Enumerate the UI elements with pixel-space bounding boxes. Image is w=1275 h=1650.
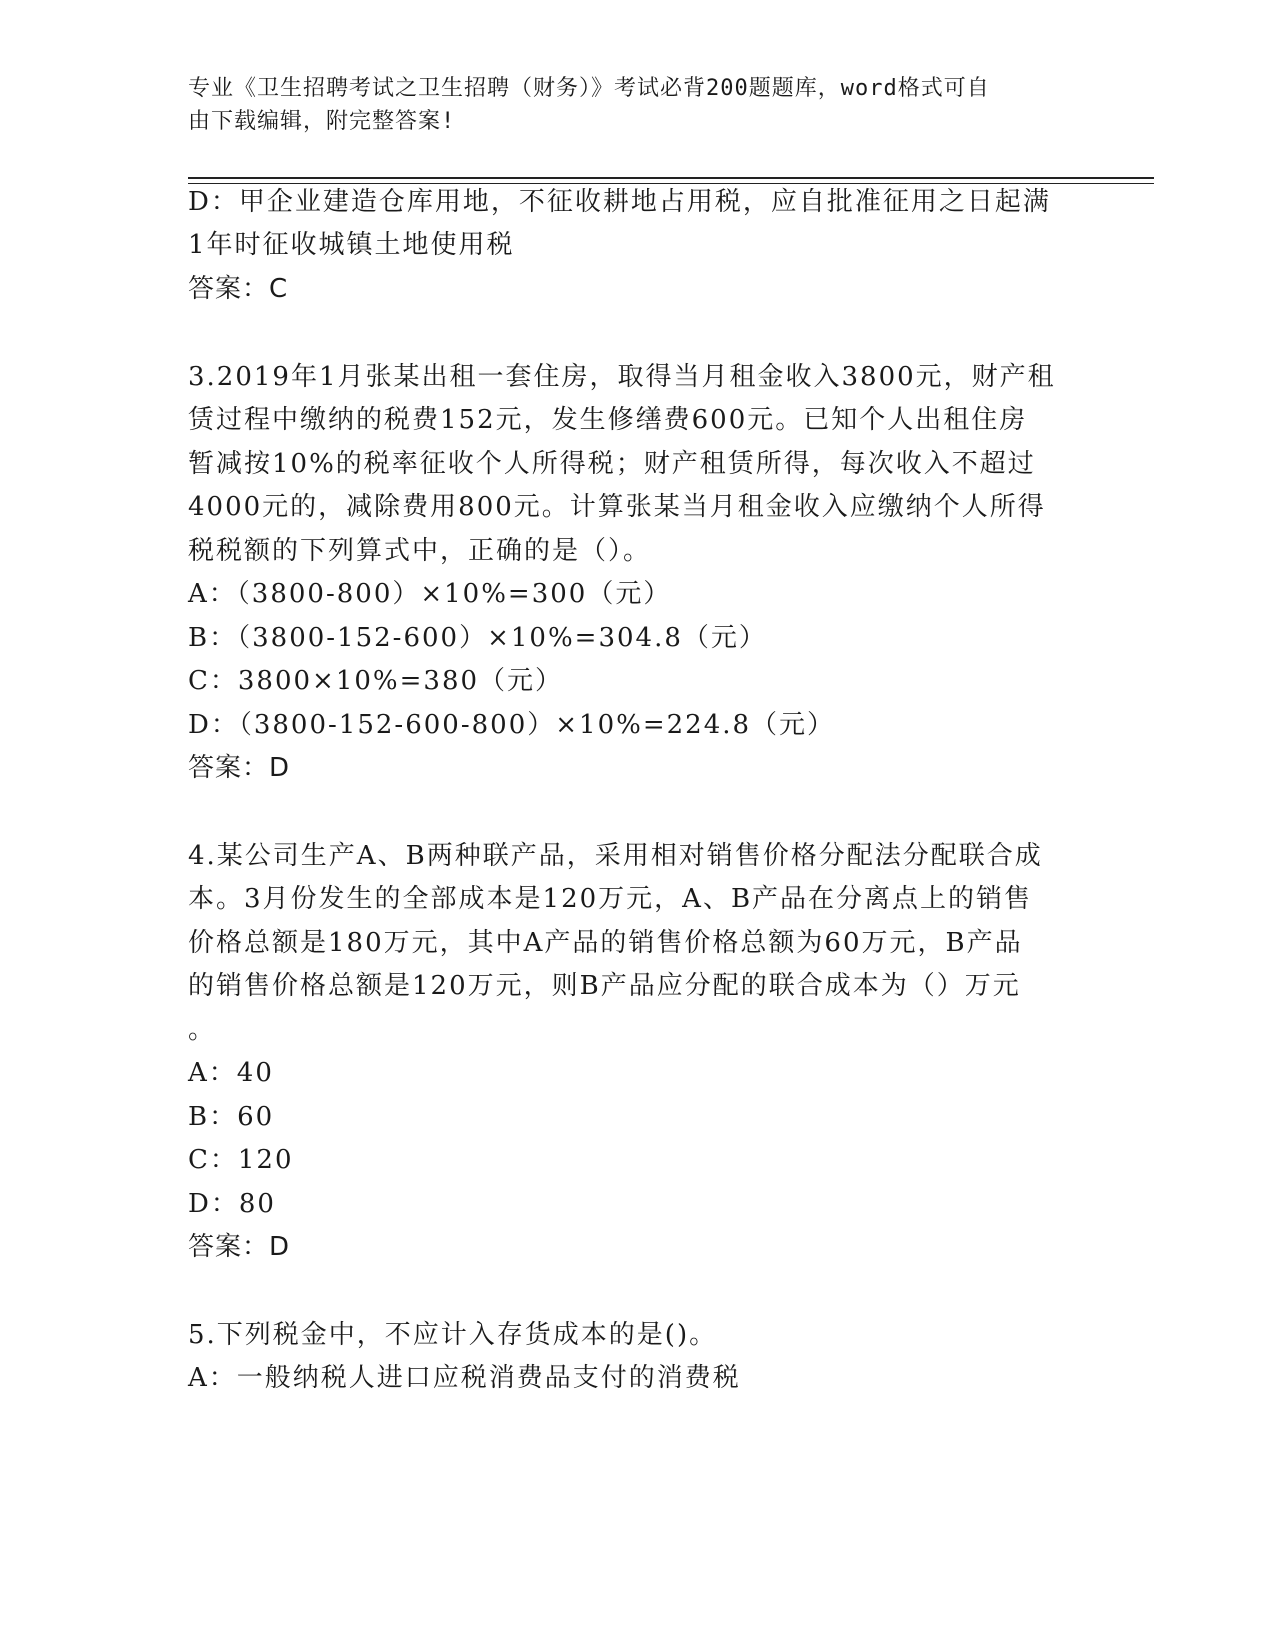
q5-stem-line-1: 5.下列税金中，不应计入存货成本的是()。 bbox=[188, 1320, 718, 1350]
q2-option-d-line-1: D：甲企业建造仓库用地，不征收耕地占用税，应自批准征用之日起满 bbox=[188, 187, 1051, 217]
q3-stem-line-4: 4000元的，减除费用800元。计算张某当月租金收入应缴纳个人所得 bbox=[188, 492, 1046, 522]
q3-option-a: A：（3800-800）×10%=300（元） bbox=[188, 579, 672, 609]
q2-answer: 答案：C bbox=[188, 274, 289, 304]
q4-option-b: B：60 bbox=[188, 1102, 275, 1132]
header-divider-thin bbox=[188, 183, 1154, 184]
header-line-1: 专业《卫生招聘考试之卫生招聘（财务）》考试必背200题题库，word格式可自 bbox=[188, 76, 990, 101]
q3-stem-line-2: 赁过程中缴纳的税费152元，发生修缮费600元。已知个人出租住房 bbox=[188, 405, 1028, 435]
q4-stem-line-5: 。 bbox=[188, 1015, 217, 1045]
q4-option-c: C：120 bbox=[188, 1145, 294, 1175]
q2-option-d-line-2: 1年时征收城镇土地使用税 bbox=[188, 230, 515, 260]
q5-option-a: A：一般纳税人进口应税消费品支付的消费税 bbox=[188, 1363, 741, 1393]
header-line-2: 由下载编辑，附完整答案! bbox=[188, 109, 456, 134]
q3-option-d: D：（3800-152-600-800）×10%=224.8（元） bbox=[188, 710, 836, 740]
q3-answer: 答案：D bbox=[188, 753, 291, 783]
q4-stem-line-2: 本。3月份发生的全部成本是120万元，A、B产品在分离点上的销售 bbox=[188, 884, 1033, 914]
q3-option-b: B：（3800-152-600）×10%=304.8（元） bbox=[188, 623, 767, 653]
header-divider-thick bbox=[188, 177, 1154, 179]
q4-stem-line-1: 4.某公司生产A、B两种联产品，采用相对销售价格分配法分配联合成 bbox=[188, 841, 1043, 871]
q3-stem-line-3: 暂减按10%的税率征收个人所得税；财产租赁所得，每次收入不超过 bbox=[188, 449, 1036, 479]
q4-option-a: A：40 bbox=[188, 1058, 274, 1088]
q3-stem-line-1: 3.2019年1月张某出租一套住房，取得当月租金收入3800元，财产租 bbox=[188, 362, 1056, 392]
document-header bbox=[188, 72, 1088, 138]
q3-option-c: C：3800×10%=380（元） bbox=[188, 666, 564, 696]
q3-stem-line-5: 税税额的下列算式中，正确的是（）。 bbox=[188, 536, 652, 566]
q4-stem-line-3: 价格总额是180万元，其中A产品的销售价格总额为60万元，B产品 bbox=[188, 928, 1023, 958]
q4-answer: 答案：D bbox=[188, 1232, 291, 1262]
q4-stem-line-4: 的销售价格总额是120万元，则B产品应分配的联合成本为（）万元 bbox=[188, 971, 1021, 1001]
q4-option-d: D：80 bbox=[188, 1189, 276, 1219]
